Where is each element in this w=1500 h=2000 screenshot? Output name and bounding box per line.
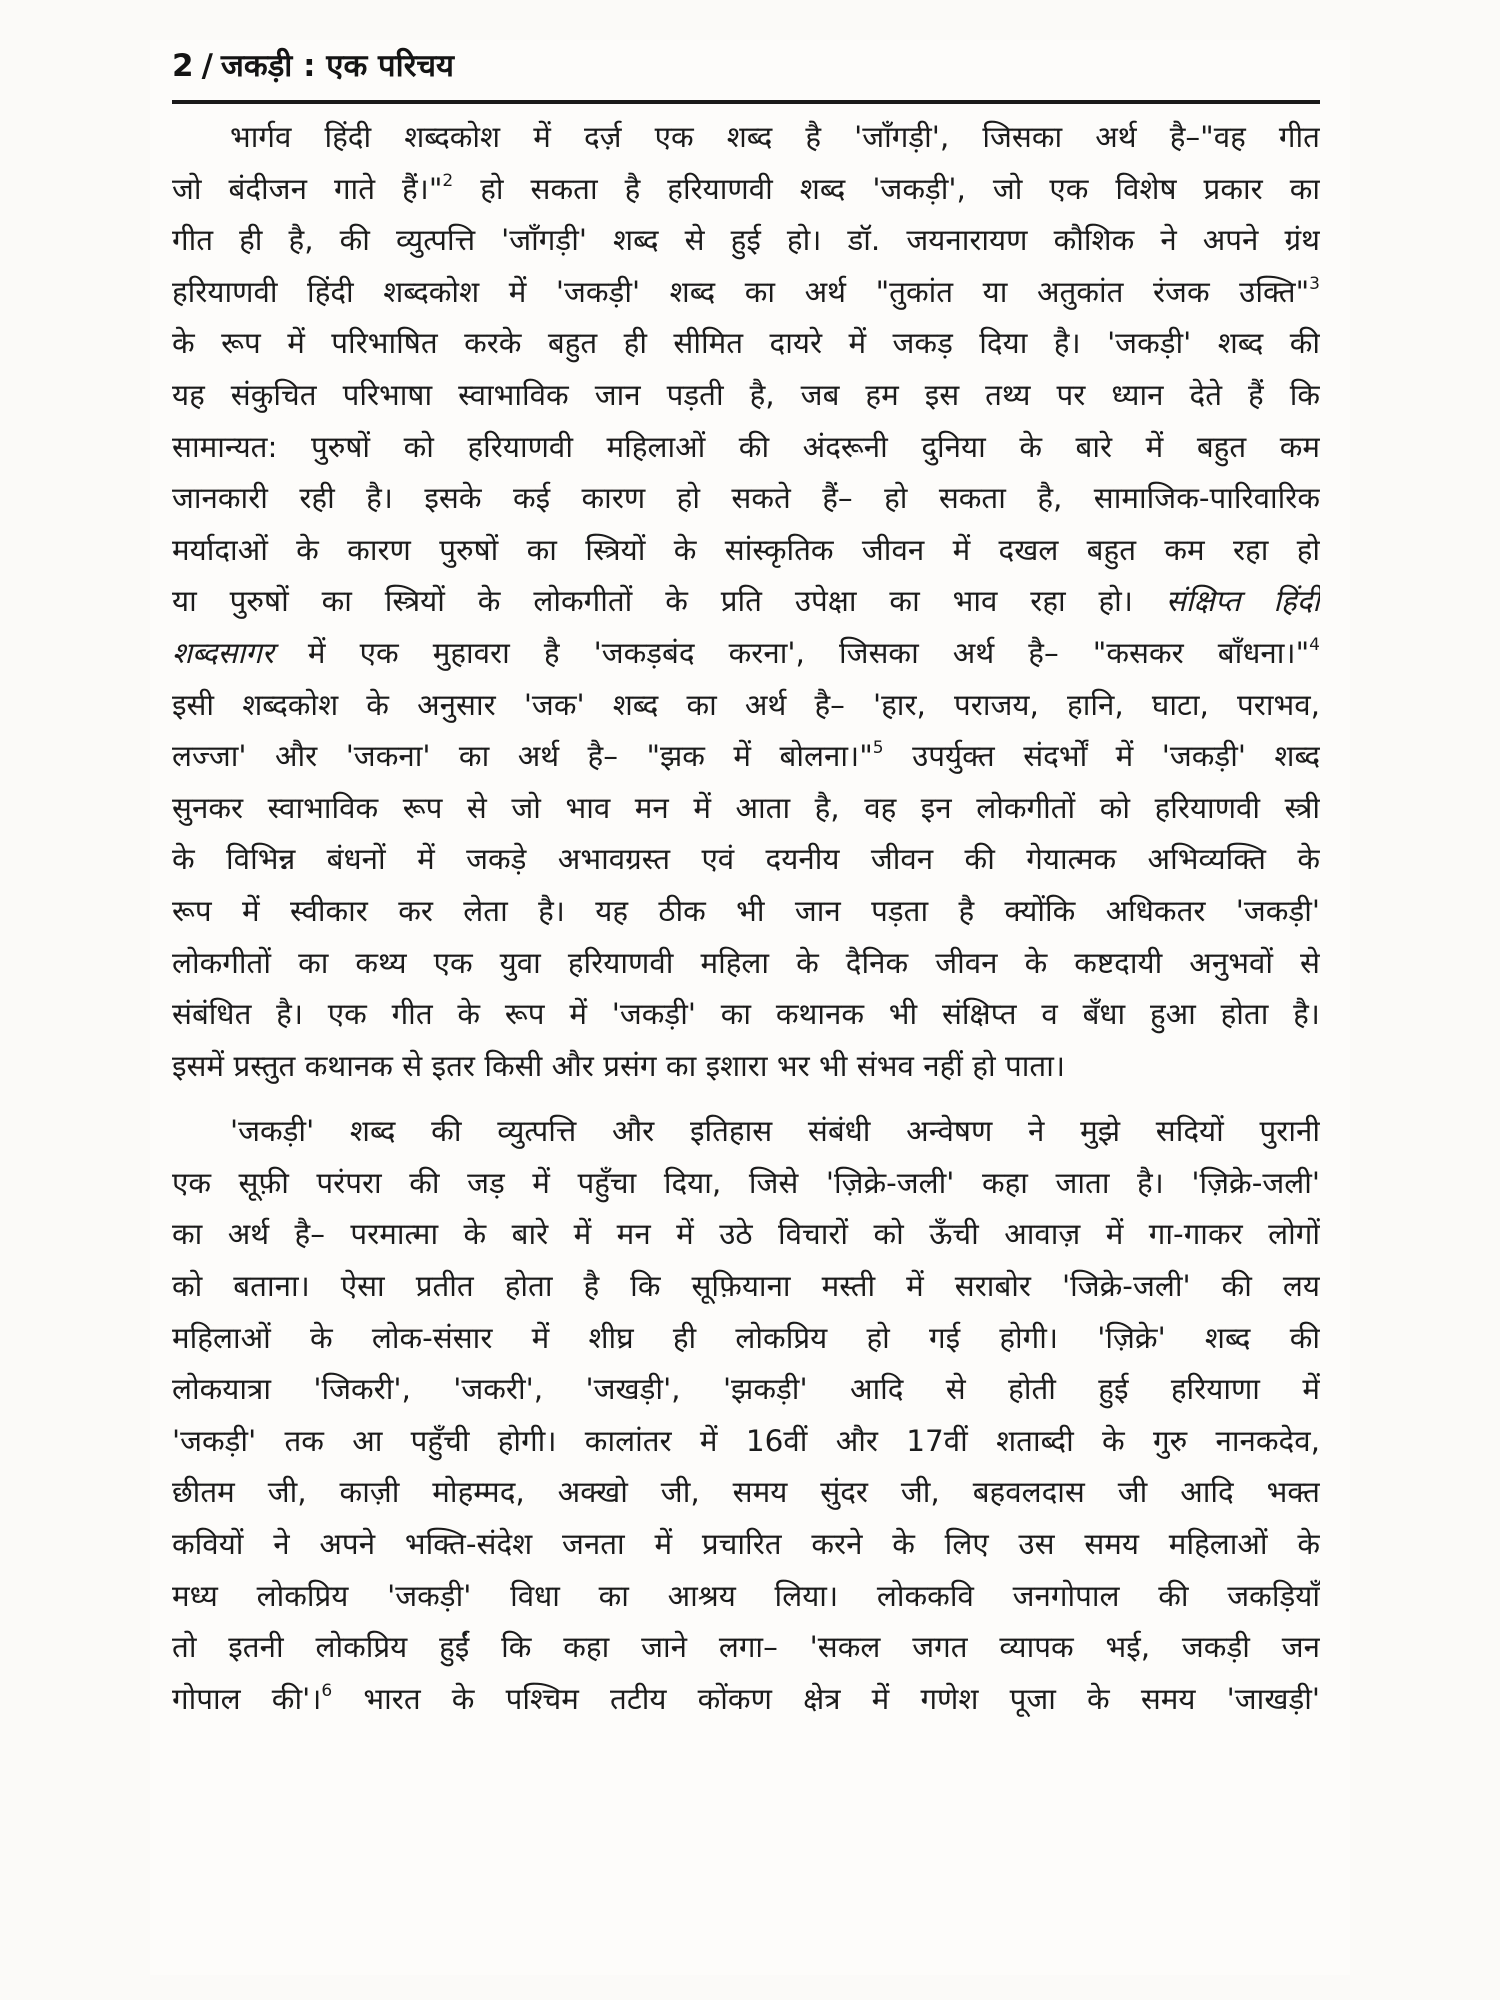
text-span: एक सूफ़ी परंपरा की जड़ में पहुँचा दिया, जिसे 'ज़िक्रे-जली' कहा जाता है। 'ज़िक्रे-जली' [172,1165,1320,1200]
text-span: उपर्युक्त संदर्भों में 'जकड़ी' शब्द [883,739,1320,774]
footnote-ref: 6 [321,1680,333,1701]
text-span: गीत ही है, की व्युत्पत्ति 'जाँगड़ी' शब्द से हुई हो। डॉ. जयनारायण कौशिक ने अपने ग्रंथ [172,223,1320,258]
text-line [172,164,1320,216]
text-span: में एक मुहावरा है 'जकड़बंद करना', जिसका अर्थ है– "कसकर बाँधना।" [273,635,1310,670]
text-line [172,1674,1320,1726]
text-line [172,215,1320,267]
paragraph-1 [172,112,1320,1092]
text-span: यह संकुचित परिभाषा स्वाभाविक जान पड़ती है, जब हम इस तथ्य पर ध्यान देते हैं कि [172,377,1320,412]
text-line [172,1261,1320,1313]
text-span: 'जकड़ी' तक आ पहुँची होगी। कालांतर में 16वीं और 17वीं शताब्दी के गुरु नानकदेव, [172,1423,1320,1458]
text-span: मध्य लोकप्रिय 'जकड़ी' विधा का आश्रय लिया। लोककवि जनगोपाल की जकड़ियाँ [172,1578,1320,1613]
text-span: हरियाणवी हिंदी शब्दकोश में 'जकड़ी' शब्द का अर्थ "तुकांत या अतुकांत रंजक उक्ति" [172,274,1310,309]
footnote-ref: 3 [1309,273,1320,294]
text-line [172,422,1320,474]
text-line [172,1519,1320,1571]
text-span: या पुरुषों का स्त्रियों के लोकगीतों के प्रति उपेक्षा का भाव रहा हो। [172,584,1166,619]
text-span: इसमें प्रस्तुत कथानक से इतर किसी और प्रसंग का इशारा भर भी संभव नहीं हो पाता। [172,1048,1066,1083]
text-span: के रूप में परिभाषित करके बहुत ही सीमित दायरे में जकड़ दिया है। 'जकड़ी' शब्द की [172,326,1320,361]
text-span: के विभिन्न बंधनों में जकड़े अभावग्रस्त एवं दयनीय जीवन की गेयात्मक अभिव्यक्ति के [172,842,1320,877]
header-rule [172,100,1320,104]
text-line [172,938,1320,990]
header-separator: / [201,48,213,84]
text-span: लोकयात्रा 'जिकरी', 'जकरी', 'जखड़ी', 'झकड़ी' आदि से होती हुई हरियाणा में [172,1372,1320,1407]
text-line [172,1416,1320,1468]
page-number: 2 [172,48,194,84]
footnote-ref: 2 [442,170,454,191]
text-line [172,1313,1320,1365]
text-span: भार्गव हिंदी शब्दकोश में दर्ज़ एक शब्द है 'जाँगड़ी', जिसका अर्थ है–"वह गीत [230,120,1320,154]
text-span: इसी शब्दकोश के अनुसार 'जक' शब्द का अर्थ है– 'हार, पराजय, हानि, घाटा, पराभव, [172,687,1320,722]
footnote-ref: 4 [1309,635,1320,656]
text-span: सामान्यत: पुरुषों को हरियाणवी महिलाओं की अंदरूनी दुनिया के बारे में बहुत कम [172,429,1320,464]
chapter-title: जकड़ी : एक परिचय [220,48,455,84]
text-line [172,1622,1320,1674]
text-line [172,628,1320,680]
text-span: मर्यादाओं के कारण पुरुषों का स्त्रियों के सांस्कृतिक जीवन में दखल बहुत कम रहा हो [172,532,1320,567]
text-span: छीतम जी, काज़ी मोहम्मद, अक्खो जी, समय सुंदर जी, बहवलदास जी आदि भक्त [172,1475,1320,1510]
paragraph-gap [172,1092,1320,1106]
text-span: लोकगीतों का कथ्य एक युवा हरियाणवी महिला के दैनिक जीवन के कष्टदायी अनुभवों से [172,945,1320,980]
text-line [172,1467,1320,1519]
text-span: हो सकता है हरियाणवी शब्द 'जकड़ी', जो एक विशेष प्रकार का [453,171,1320,206]
text-line [172,834,1320,886]
text-line [172,1106,1320,1158]
text-span: संबंधित है। एक गीत के रूप में 'जकड़ी' का कथानक भी संक्षिप्त व बँधा हुआ होता है। [172,997,1320,1032]
text-line [172,370,1320,422]
text-line [172,1364,1320,1416]
text-line [172,267,1320,319]
text-span: गोपाल की'। [172,1681,322,1716]
text-span: तो इतनी लोकप्रिय हुईं कि कहा जाने लगा– 'सकल जगत व्यापक भई, जकड़ी जन [172,1630,1320,1665]
text-span: भारत के पश्चिम तटीय कोंकण क्षेत्र में गणेश पूजा के समय 'जाखड़ी' [332,1681,1320,1716]
text-line [172,1571,1320,1623]
text-line [172,576,1320,628]
running-head [172,44,454,86]
footnote-ref: 5 [872,738,884,759]
text-span: को बताना। ऐसा प्रतीत होता है कि सूफ़ियाना मस्ती में सराबोर 'जिक्रे-जली' की लय [172,1269,1320,1304]
text-span: कवियों ने अपने भक्ति-संदेश जनता में प्रचारित करने के लिए उस समय महिलाओं के [172,1527,1320,1562]
paragraph-2 [172,1106,1320,1725]
text-line [172,886,1320,938]
text-line [172,989,1320,1041]
text-line [172,525,1320,577]
text-line [172,318,1320,370]
text-line [172,783,1320,835]
text-line [172,112,1320,164]
text-line [172,1041,1320,1093]
text-span: का अर्थ है– परमात्मा के बारे में मन में उठे विचारों को ऊँची आवाज़ में गा-गाकर लोगों [172,1217,1320,1252]
text-span: महिलाओं के लोक-संसार में शीघ्र ही लोकप्रिय हो गई होगी। 'ज़िक्रे' शब्द की [172,1320,1320,1355]
text-line [172,680,1320,732]
text-line [172,1158,1320,1210]
text-span: 'जकड़ी' शब्द की व्युत्पत्ति और इतिहास संबंधी अन्वेषण ने मुझे सदियों पुरानी [230,1114,1320,1149]
text-span: रूप में स्वीकार कर लेता है। यह ठीक भी जान पड़ता है क्योंकि अधिकतर 'जकड़ी' [172,893,1320,928]
body-text [172,112,1320,1725]
text-span: सुनकर स्वाभाविक रूप से जो भाव मन में आता है, वह इन लोकगीतों को हरियाणवी स्त्री [172,790,1320,825]
text-line [172,473,1320,525]
text-span: लज्जा' और 'जकना' का अर्थ है– "झक में बोलना।" [172,739,873,774]
text-line [172,1209,1320,1261]
italic-book-title: शब्दसागर [172,635,274,670]
text-span: जानकारी रही है। इसके कई कारण हो सकते हैं– हो सकता है, सामाजिक-पारिवारिक [172,481,1320,516]
text-line [172,731,1320,783]
italic-book-title: संक्षिप्त हिंदी [1165,584,1320,619]
text-span: जो बंदीजन गाते हैं।" [172,171,443,206]
